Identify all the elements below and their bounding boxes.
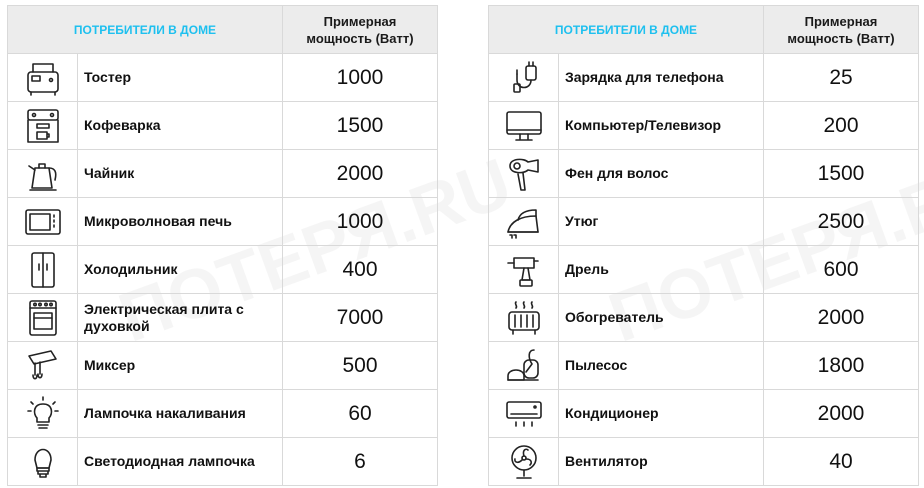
power-table-right [488,5,919,486]
consumers-header: ПОТРЕБИТЕЛИ В ДОМЕ [8,6,283,54]
appliance-power: 1000 [283,54,438,102]
appliance-power: 200 [764,102,919,150]
appliance-power: 1500 [764,150,919,198]
stove-icon [8,294,78,342]
table-row [489,246,919,294]
table-row [8,54,438,102]
appliance-name: Пылесос [559,342,764,390]
table-row [489,342,919,390]
appliance-power: 60 [283,390,438,438]
table-row [8,438,438,486]
appliance-power: 2000 [764,294,919,342]
power-header: Примерная мощность (Ватт) [283,6,438,54]
appliance-power: 25 [764,54,919,102]
appliance-name: Дрель [559,246,764,294]
appliance-power: 2000 [764,390,919,438]
appliance-name: Холодильник [78,246,283,294]
table-row [489,438,919,486]
table-row [8,294,438,342]
table-row [8,390,438,438]
appliance-power: 1500 [283,102,438,150]
appliance-power: 2500 [764,198,919,246]
air-conditioner-icon [489,390,559,438]
table-row [489,390,919,438]
power-header: Примерная мощность (Ватт) [764,6,919,54]
table-row [8,198,438,246]
hair-dryer-icon [489,150,559,198]
consumers-header: ПОТРЕБИТЕЛИ В ДОМЕ [489,6,764,54]
appliance-name: Компьютер/Телевизор [559,102,764,150]
appliance-power: 40 [764,438,919,486]
heater-icon [489,294,559,342]
appliance-power: 400 [283,246,438,294]
appliance-name: Чайник [78,150,283,198]
fridge-icon [8,246,78,294]
microwave-icon [8,198,78,246]
coffee-machine-icon [8,102,78,150]
appliance-power: 500 [283,342,438,390]
appliance-name: Фен для волос [559,150,764,198]
vacuum-icon [489,342,559,390]
drill-icon [489,246,559,294]
appliance-power: 600 [764,246,919,294]
table-row [8,342,438,390]
table-header-row [489,6,919,54]
charger-icon [489,54,559,102]
appliance-name: Обогреватель [559,294,764,342]
appliance-power: 7000 [283,294,438,342]
appliance-name: Кофеварка [78,102,283,150]
table-header-row [8,6,438,54]
table-row [8,246,438,294]
iron-icon [489,198,559,246]
bulb-icon [8,390,78,438]
appliance-name: Утюг [559,198,764,246]
appliance-name: Кондиционер [559,390,764,438]
led-bulb-icon [8,438,78,486]
table-row [8,102,438,150]
appliance-name: Электрическая плита с духовкой [78,294,283,342]
toaster-icon [8,54,78,102]
appliance-power: 1800 [764,342,919,390]
appliance-name: Лампочка накаливания [78,390,283,438]
appliance-name: Микроволновая печь [78,198,283,246]
power-table-left [7,5,438,486]
fan-icon [489,438,559,486]
table-row [489,54,919,102]
table-row [8,150,438,198]
table-row [489,198,919,246]
monitor-icon [489,102,559,150]
appliance-name: Светодиодная лампочка [78,438,283,486]
mixer-icon [8,342,78,390]
appliance-name: Зарядка для телефона [559,54,764,102]
table-row [489,150,919,198]
appliance-name: Тостер [78,54,283,102]
appliance-power: 6 [283,438,438,486]
appliance-name: Миксер [78,342,283,390]
table-row [489,294,919,342]
kettle-icon [8,150,78,198]
appliance-power: 2000 [283,150,438,198]
table-row [489,102,919,150]
appliance-name: Вентилятор [559,438,764,486]
appliance-power: 1000 [283,198,438,246]
